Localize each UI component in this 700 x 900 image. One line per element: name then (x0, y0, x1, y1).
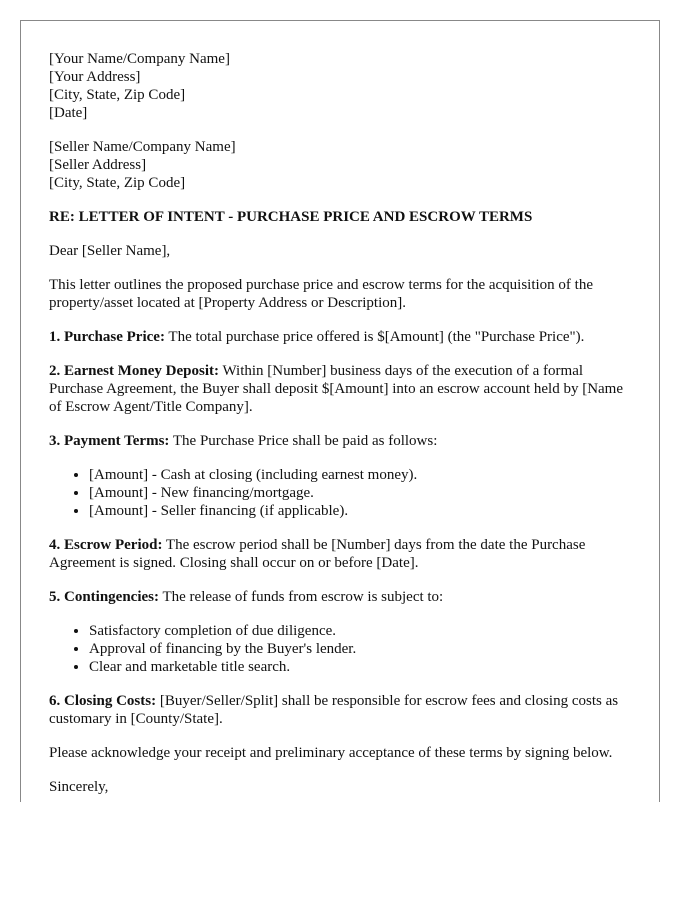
list-item: • Clear and marketable title search. (89, 658, 635, 676)
letter-date: [Date] (49, 105, 88, 121)
list-item: • Satisfactory completion of due diligence. (89, 622, 635, 640)
list-item: • Approval of financing by the Buyer's lender. (89, 640, 635, 658)
sender-city-state-zip: [City, State, Zip Code] (49, 87, 186, 103)
section-label: 2. Earnest Money Deposit: (49, 363, 219, 379)
sender-address: [Your Address] (49, 69, 141, 85)
signoff: Sincerely, (49, 779, 109, 795)
recipient-address: [Seller Address] (49, 157, 147, 173)
letter-content (49, 50, 635, 802)
section-text: [Buyer/Seller/Split] shall be responsible for escrow fees and closing costs as customary in [County/State]. (49, 693, 619, 727)
section-text: The release of funds from escrow is subject to: (159, 589, 444, 605)
section-payment-terms (49, 432, 635, 450)
subject-line: RE: LETTER OF INTENT - PURCHASE PRICE AND ESCROW TERMS (49, 209, 533, 225)
list-item: • [Amount] - Seller financing (if applicable). (89, 502, 635, 520)
sender-name: [Your Name/Company Name] (49, 51, 230, 67)
section-text: Within [Number] business days of the execution of a formal Purchase Agreement, the Buyer shall deposit $[Amount] into an escrow account held by [Name of Escrow Agent/Title Company]. (49, 363, 624, 415)
recipient-city-state-zip: [City, State, Zip Code] (49, 175, 186, 191)
section-earnest-money (49, 362, 635, 416)
section-escrow-period (49, 536, 635, 572)
sender-block (49, 50, 635, 122)
salutation: Dear [Seller Name], (49, 243, 171, 259)
recipient-name: [Seller Name/Company Name] (49, 139, 236, 155)
section-text: The total purchase price offered is $[Amount] (the "Purchase Price"). (164, 329, 585, 345)
section-text: The Purchase Price shall be paid as follows: (169, 433, 438, 449)
section-text: The escrow period shall be [Number] days from the date the Purchase Agreement is signed. Closing shall occur on or before [Date]. (49, 537, 586, 571)
intro-paragraph: This letter outlines the proposed purchase price and escrow terms for the acquisition of the property/asset located at [Property Address or Description]. (49, 277, 593, 311)
recipient-block (49, 138, 635, 192)
section-label: 1. Purchase Price: (49, 329, 165, 345)
payment-terms-list (49, 466, 635, 520)
acknowledgement-paragraph: Please acknowledge your receipt and preliminary acceptance of these terms by signing below. (49, 745, 613, 761)
section-label: 6. Closing Costs: (49, 693, 157, 709)
list-item: • [Amount] - Cash at closing (including earnest money). (89, 466, 635, 484)
section-label: 3. Payment Terms: (49, 433, 170, 449)
section-label: 4. Escrow Period: (49, 537, 163, 553)
section-closing-costs (49, 692, 635, 728)
list-item: • [Amount] - New financing/mortgage. (89, 484, 635, 502)
contingencies-list (49, 622, 635, 676)
letter-page (20, 20, 660, 802)
section-purchase-price (49, 328, 635, 346)
section-label: 5. Contingencies: (49, 589, 159, 605)
section-contingencies (49, 588, 635, 606)
